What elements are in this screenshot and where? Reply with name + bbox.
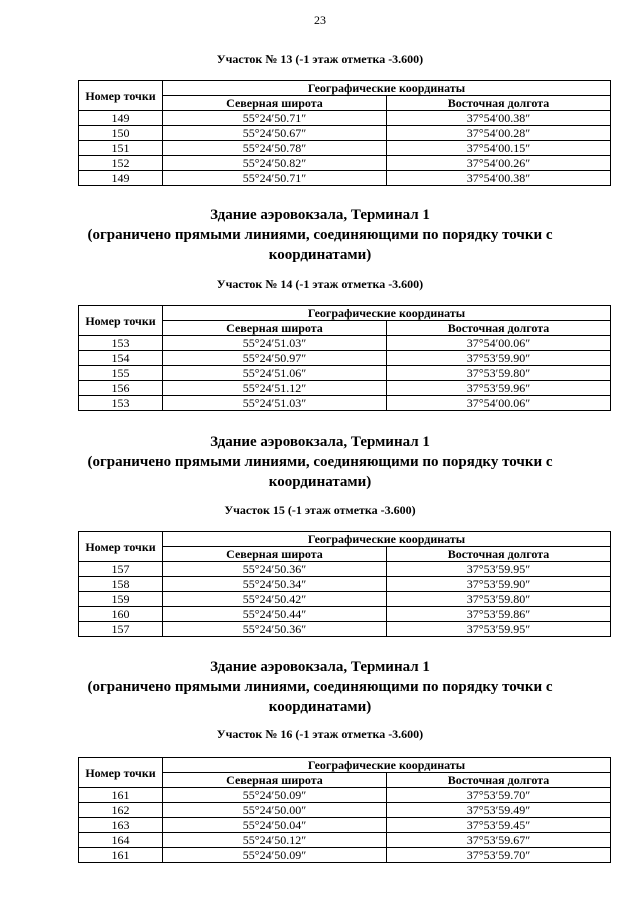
section-plot-14	[0, 205, 640, 265]
table-row	[79, 351, 611, 366]
longitude-cell: 37°53′59.49″	[387, 803, 611, 818]
section-plot-15	[0, 432, 640, 492]
longitude-cell: 37°54′00.26″	[387, 156, 611, 171]
latitude-cell: 55°24′50.12″	[163, 833, 387, 848]
table-row	[79, 141, 611, 156]
point-cell: 161	[79, 788, 163, 803]
latitude-cell: 55°24′50.97″	[163, 351, 387, 366]
page-number: 23	[314, 13, 326, 27]
point-cell: 163	[79, 818, 163, 833]
latitude-cell: 55°24′50.09″	[163, 788, 387, 803]
latitude-cell: 55°24′50.78″	[163, 141, 387, 156]
point-cell: 153	[79, 396, 163, 411]
longitude-cell: 37°53′59.95″	[387, 562, 611, 577]
header-point-number: Номер точки	[79, 758, 163, 788]
table-row	[79, 396, 611, 411]
section-plot-13	[0, 52, 640, 66]
section-heading-line-1: Здание аэровокзала, Терминал 1	[210, 207, 430, 223]
section-heading-line-1: Здание аэровокзала, Терминал 1	[210, 434, 430, 450]
header-east-longitude: Восточная долгота	[387, 321, 611, 336]
point-cell: 149	[79, 111, 163, 126]
point-cell: 153	[79, 336, 163, 351]
latitude-cell: 55°24′51.12″	[163, 381, 387, 396]
section-plot-16	[0, 657, 640, 717]
table-row	[79, 848, 611, 863]
latitude-cell: 55°24′51.06″	[163, 366, 387, 381]
header-east-longitude: Восточная долгота	[387, 773, 611, 788]
point-cell: 154	[79, 351, 163, 366]
point-cell: 151	[79, 141, 163, 156]
section-heading-line-2: (ограничено прямыми линиями, соединяющими по порядку точки с	[87, 679, 553, 695]
coordinates-table-plot-15	[78, 531, 611, 637]
longitude-cell: 37°53′59.80″	[387, 366, 611, 381]
section-heading-line-3: координатами)	[268, 247, 372, 263]
point-cell: 162	[79, 803, 163, 818]
coordinates-table-plot-16	[78, 757, 611, 863]
point-cell: 152	[79, 156, 163, 171]
header-geo-coordinates: Географические координаты	[163, 758, 611, 773]
point-cell: 157	[79, 622, 163, 637]
longitude-cell: 37°53′59.70″	[387, 788, 611, 803]
table-row	[79, 381, 611, 396]
plot-title: Участок 15 (-1 этаж отметка -3.600)	[224, 503, 416, 517]
latitude-cell: 55°24′50.34″	[163, 577, 387, 592]
longitude-cell: 37°53′59.90″	[387, 577, 611, 592]
latitude-cell: 55°24′50.09″	[163, 848, 387, 863]
table-row	[79, 833, 611, 848]
header-north-latitude: Северная широта	[163, 773, 387, 788]
longitude-cell: 37°53′59.45″	[387, 818, 611, 833]
point-cell: 164	[79, 833, 163, 848]
plot-title: Участок № 14 (-1 этаж отметка -3.600)	[216, 277, 424, 291]
header-east-longitude: Восточная долгота	[387, 547, 611, 562]
latitude-cell: 55°24′50.36″	[163, 622, 387, 637]
coordinates-table-plot-14	[78, 305, 611, 411]
point-cell: 159	[79, 592, 163, 607]
latitude-cell: 55°24′50.71″	[163, 171, 387, 186]
longitude-cell: 37°53′59.90″	[387, 351, 611, 366]
header-point-number: Номер точки	[79, 532, 163, 562]
point-cell: 156	[79, 381, 163, 396]
latitude-cell: 55°24′51.03″	[163, 336, 387, 351]
table-row	[79, 607, 611, 622]
latitude-cell: 55°24′50.04″	[163, 818, 387, 833]
longitude-cell: 37°54′00.28″	[387, 126, 611, 141]
table-row	[79, 171, 611, 186]
header-geo-coordinates: Географические координаты	[163, 306, 611, 321]
header-north-latitude: Северная широта	[163, 321, 387, 336]
header-east-longitude: Восточная долгота	[387, 96, 611, 111]
table-row	[79, 111, 611, 126]
table-row	[79, 803, 611, 818]
section-heading-line-2: (ограничено прямыми линиями, соединяющими по порядку точки с	[87, 227, 553, 243]
longitude-cell: 37°54′00.06″	[387, 396, 611, 411]
longitude-cell: 37°54′00.15″	[387, 141, 611, 156]
coordinates-table-plot-13	[78, 80, 611, 186]
section-heading-line-2: (ограничено прямыми линиями, соединяющими по порядку точки с	[87, 454, 553, 470]
longitude-cell: 37°54′00.38″	[387, 171, 611, 186]
latitude-cell: 55°24′50.42″	[163, 592, 387, 607]
table-row	[79, 336, 611, 351]
latitude-cell: 55°24′51.03″	[163, 396, 387, 411]
section-heading-line-1: Здание аэровокзала, Терминал 1	[210, 659, 430, 675]
plot-title-wrapper-15	[0, 503, 640, 517]
longitude-cell: 37°54′00.06″	[387, 336, 611, 351]
section-heading-line-3: координатами)	[268, 699, 372, 715]
header-geo-coordinates: Географические координаты	[163, 81, 611, 96]
point-cell: 160	[79, 607, 163, 622]
point-cell: 158	[79, 577, 163, 592]
latitude-cell: 55°24′50.44″	[163, 607, 387, 622]
section-heading-line-3: координатами)	[268, 474, 372, 490]
table-row	[79, 562, 611, 577]
longitude-cell: 37°53′59.96″	[387, 381, 611, 396]
table-row	[79, 592, 611, 607]
point-cell: 150	[79, 126, 163, 141]
latitude-cell: 55°24′50.71″	[163, 111, 387, 126]
table-row	[79, 818, 611, 833]
plot-title-wrapper-16	[0, 727, 640, 741]
point-cell: 155	[79, 366, 163, 381]
point-cell: 149	[79, 171, 163, 186]
latitude-cell: 55°24′50.67″	[163, 126, 387, 141]
header-north-latitude: Северная широта	[163, 96, 387, 111]
plot-title-wrapper-14	[0, 277, 640, 291]
table-row	[79, 577, 611, 592]
longitude-cell: 37°53′59.95″	[387, 622, 611, 637]
longitude-cell: 37°53′59.80″	[387, 592, 611, 607]
latitude-cell: 55°24′50.82″	[163, 156, 387, 171]
plot-title: Участок № 13 (-1 этаж отметка -3.600)	[216, 52, 424, 66]
table-row	[79, 622, 611, 637]
header-geo-coordinates: Географические координаты	[163, 532, 611, 547]
header-north-latitude: Северная широта	[163, 547, 387, 562]
header-point-number: Номер точки	[79, 81, 163, 111]
longitude-cell: 37°54′00.38″	[387, 111, 611, 126]
plot-title: Участок № 16 (-1 этаж отметка -3.600)	[216, 727, 424, 741]
table-row	[79, 788, 611, 803]
latitude-cell: 55°24′50.36″	[163, 562, 387, 577]
latitude-cell: 55°24′50.00″	[163, 803, 387, 818]
point-cell: 157	[79, 562, 163, 577]
header-point-number: Номер точки	[79, 306, 163, 336]
longitude-cell: 37°53′59.70″	[387, 848, 611, 863]
longitude-cell: 37°53′59.67″	[387, 833, 611, 848]
table-row	[79, 156, 611, 171]
table-row	[79, 366, 611, 381]
longitude-cell: 37°53′59.86″	[387, 607, 611, 622]
table-row	[79, 126, 611, 141]
point-cell: 161	[79, 848, 163, 863]
